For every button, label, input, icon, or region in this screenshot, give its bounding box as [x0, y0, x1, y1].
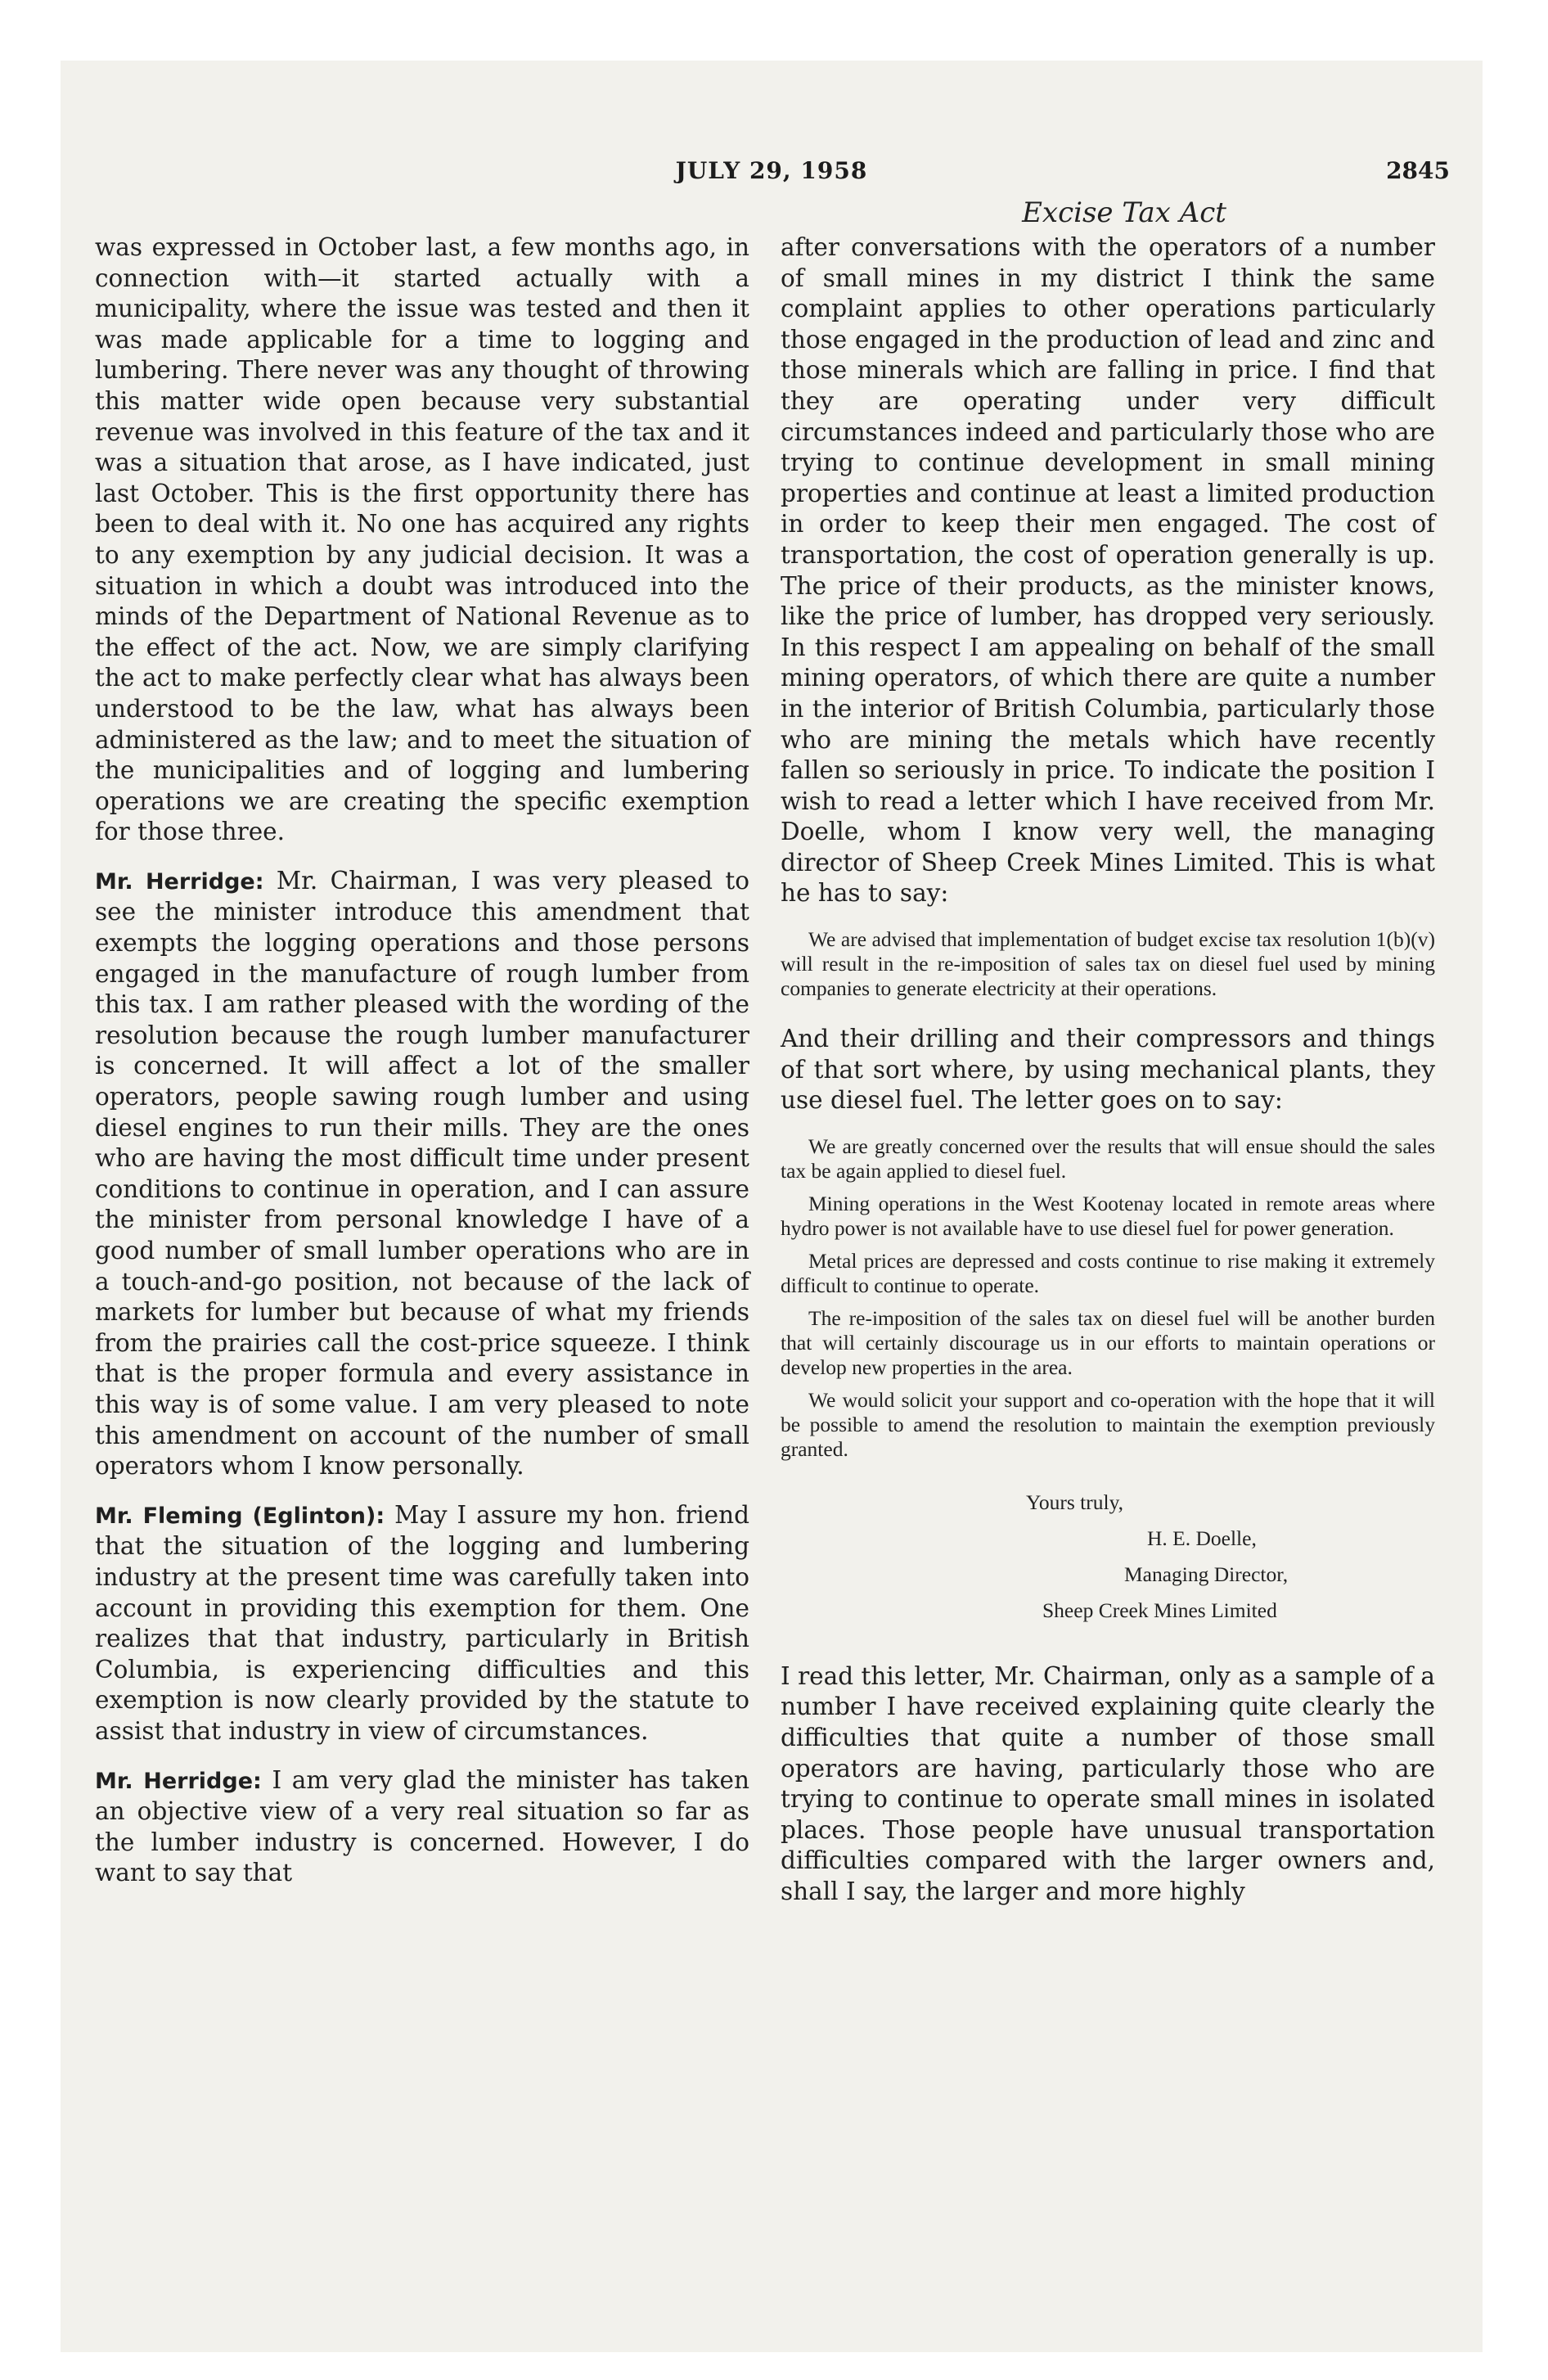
paragraph [95, 866, 749, 1482]
speaker-name: Mr. Fleming (Eglinton): [95, 1503, 385, 1529]
right-column [781, 232, 1435, 1926]
letter-quote: The re-imposition of the sales tax on diesel fuel will be another burden that will certainly discourage us in our efforts to maintain operations or develop new properties in the area. [781, 1305, 1435, 1379]
letter-quote: We are advised that implementation of budget excise tax resolution 1(b)(v) will result in the re-imposition of sales tax on diesel fuel used by mining companies to generate electricity at their operations. [781, 927, 1435, 1001]
letter-quote: Metal prices are depressed and costs continue to rise making it extremely difficult to continue to operate. [781, 1248, 1435, 1297]
letter-quote: We would solicit your support and co-operation with the hope that it will be possible to amend the resolution to maintain the exemption previously granted. [781, 1387, 1435, 1461]
paragraph: was expressed in October last, a few months ago, in connection with—it started actually with a municipality, where the issue was tested and then it was made applicable for a time to logging and lumbering. There never was any thought of throwing this matter wide open because very substantial revenue was involved in this feature of the tax and it was a situation that arose, as I have indicated, just last October. This is the first opportunity there has been to deal with it. No one has acquired any rights to any exemption by any judicial decision. It was a situation in which a doubt was introduced into the minds of the Department of National Revenue as to the effect of the act. Now, we are simply clarifying the act to make perfectly clear what has always been understood to be the law, what has always been administered as the law; and to meet the situation of the municipalities and of logging and lumbering operations we are creating the specific exemption for those three. [95, 233, 749, 846]
left-column [95, 232, 749, 1907]
speech-text: Mr. Chairman, I was very pleased to see the minister introduce this amendment that exempts the logging operations and those persons engaged in the manufacture of rough lumber from this tax. I am rather pleased with the wording of the resolution because the rough lumber manufacturer is concerned. It will affect a lot of the smaller operators, people sawing rough lumber and using diesel engines to run their mills. They are the ones who are having the most difficult time under present conditions to continue in operation, and I can assure the minister from personal knowledge I have of a good number of small lumber operations who are in a touch-and-go position, not because of the lack of markets for lumber but because of what my friends from the prairies call the cost-price squeeze. I think that is the proper formula and every assistance in this way is of some value. I am very pleased to note this amendment on account of the number of small operators whom I know personally. [95, 866, 749, 1481]
signature-title: Managing Director, [1124, 1562, 1289, 1586]
speech-text: I am very glad the minister has taken an objective view of a very real situation so far as the lumber industry is concerned. However, I do want to say that [95, 1765, 749, 1887]
signature-name: H. E. Doelle, [1147, 1526, 1257, 1550]
header-date: JULY 29, 1958 [675, 157, 868, 184]
paragraph [95, 1500, 749, 1747]
paragraph [95, 1765, 749, 1889]
signature-organization: Sheep Creek Mines Limited [1042, 1598, 1277, 1622]
page-number: 2845 [1386, 157, 1450, 184]
letter-quote: We are greatly concerned over the results that will ensue should the sales tax be again applied to diesel fuel. [781, 1134, 1435, 1183]
paragraph: after conversations with the operators of a number of small mines in my district I think the same complaint applies to other operations particularly those engaged in the production of lead and zinc and those minerals which are falling in price. I find that they are operating under very difficult circumstances indeed and particularly those who are trying to continue development in small mining properties and continue at least a limited production in order to keep their men engaged. The cost of transportation, the cost of operation generally is up. The price of their products, as the minister knows, like the price of lumber, has dropped very seriously. In this respect I am appealing on behalf of the small mining operators, of which there are quite a number in the interior of British Columbia, particularly those who are mining the metals which have recently fallen so seriously in price. To indicate the position I wish to read a letter which I have received from Mr. Doelle, whom I know very well, the managing director of Sheep Creek Mines Limited. This is what he has to say: [781, 233, 1435, 908]
letter-quote: Mining operations in the West Kootenay located in remote areas where hydro power is not available have to use diesel fuel for power generation. [781, 1191, 1435, 1240]
page [61, 61, 1483, 2352]
paragraph: And their drilling and their compressors and things of that sort where, by using mechanical plants, they use diesel fuel. The letter goes on to say: [781, 1025, 1435, 1115]
letter-signature [781, 1485, 1435, 1629]
speaker-name: Mr. Herridge: [95, 868, 264, 895]
letter-closing: Yours truly, [1026, 1490, 1124, 1514]
page-header [93, 157, 1450, 190]
section-title: Excise Tax Act [1022, 196, 1226, 229]
paragraph: I read this letter, Mr. Chairman, only as a sample of a number I have received explaining quite clearly the difficulties that quite a number of those small operators are having, particularly those who are trying to continue to operate small mines in isolated places. Those people have unusual transportation difficulties compared with the larger owners and, shall I say, the larger and more highly [781, 1661, 1435, 1905]
speaker-name: Mr. Herridge: [95, 1768, 262, 1794]
speech-text: May I assure my hon. friend that the situation of the logging and lumbering industry at the present time was carefully taken into account in providing this exemption for them. One realizes that that industry, particularly in British Columbia, is experiencing difficulties and this exemption is now clearly provided by the statute to assist that industry in view of circumstances. [95, 1500, 750, 1745]
